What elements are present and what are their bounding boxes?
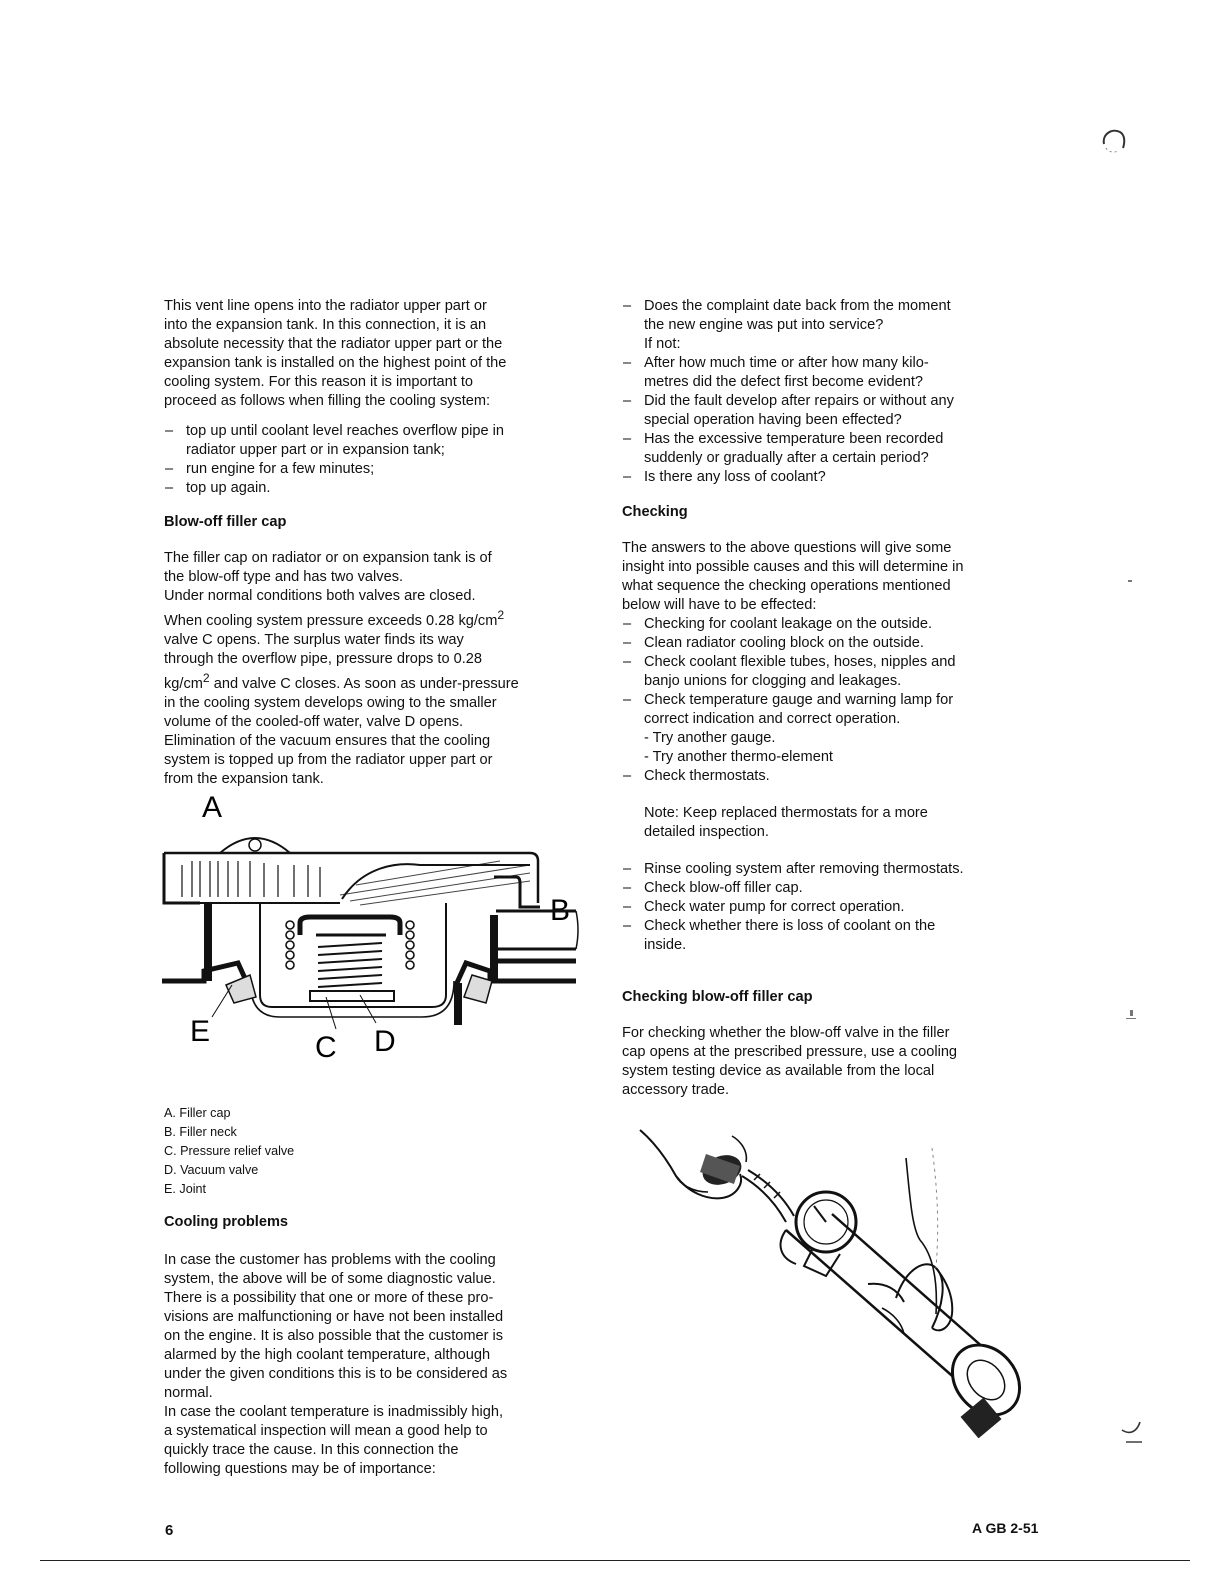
- scan-speck: [1130, 1010, 1133, 1016]
- checking-paragraph: The answers to the above questions will give some insight into possible causes and this will determine in what sequence the checking operations mentioned below will have to be effected:: [622, 540, 964, 613]
- section-heading-blowoff: Blow-off filler cap: [164, 514, 287, 530]
- list-item: – Does the complaint date back from the moment the new engine was put into service? If not:: [622, 297, 1032, 354]
- checking-cap-paragraph: For checking whether the blow-off valve in the filler cap opens at the prescribed pressure, use a cooling system testing device as available from the local accessory trade.: [622, 1025, 958, 1098]
- cooling-paragraph: In case the customer has problems with the cooling system, the above will be of some diagnostic value. There is a possibility that one or more of these pro- visions are malfunctioning or have not been installed on the engine. It is also possible that the customer is alarmed by the high coolant temperature, although under the given conditions this is to be considered as normal. In case the coolant temperature is inadmissibly high, a systematical inspection will mean a good help to quickly trace the cause. In this connection the following questions may be of importance:: [164, 1251, 508, 1477]
- diagram-label-e: E: [190, 1015, 211, 1048]
- caption-item: A. Filler cap: [164, 1105, 231, 1120]
- scan-speck: [1126, 1018, 1136, 1019]
- list-item: – Check whether there is loss of coolant on the inside.: [622, 917, 1032, 955]
- checks-list: [622, 615, 1032, 786]
- right-column: [622, 297, 1032, 1100]
- punch-hole-icon: [1098, 126, 1128, 156]
- list-item: – Has the excessive temperature been recorded suddenly or gradually after a certain period?: [622, 430, 1032, 468]
- bottom-rule: [40, 1560, 1190, 1561]
- intro-paragraph: This vent line opens into the radiator upper part or into the expansion tank. In this connection, it is an absolute necessity that the radiator upper part or the expansion tank is installed on the highest point of the cooling system. For this reason it is important to proceed as follows when filling the cooling system:: [164, 298, 507, 409]
- section-heading-checking-cap: Checking blow-off filler cap: [622, 989, 813, 1005]
- pressure-tester-illustration: [636, 1118, 1036, 1438]
- scan-speck: [1128, 580, 1132, 582]
- list-item: – Check thermostats.: [622, 767, 1032, 786]
- diagram-label-b: B: [550, 894, 571, 927]
- checks-list-continued: [622, 860, 1032, 955]
- diagram-label-c: C: [315, 1031, 337, 1064]
- caption-item: B. Filler neck: [164, 1124, 237, 1139]
- list-item: – Check temperature gauge and warning lamp for correct indication and correct operation. - Try another gauge. - Try another thermo-element: [622, 691, 1032, 767]
- list-item: – top up again.: [164, 479, 576, 498]
- list-item: – Is there any loss of coolant?: [622, 468, 1032, 487]
- filler-cap-diagram: [160, 785, 584, 1065]
- blowoff-paragraph: The filler cap on radiator or on expansion tank is of the blow-off type and has two valves. Under normal conditions both valves are closed. When cooling system pressure exceeds 0.28 $kg/cm^2$ valve C opens. The surplus water finds its way through the overflow pipe, pressure drops to 0.28 $kg/cm^2$ and valve C closes. As soon as under-pressure in the cooling system develops owing to the smaller volume of the cooled-off water, valve D opens. Elimination of the vacuum ensures that the cooling system is topped up from the radiator upper part or from the expansion tank.: [164, 550, 519, 787]
- list-item: – Did the fault develop after repairs or without any special operation having been effected?: [622, 392, 1032, 430]
- list-item: – Check water pump for correct operation.: [622, 898, 1032, 917]
- questions-list: [622, 297, 1032, 487]
- caption-item: D. Vacuum valve: [164, 1162, 259, 1177]
- caption-item: C. Pressure relief valve: [164, 1143, 295, 1158]
- list-item: – top up until coolant level reaches overflow pipe in radiator upper part or in expansion tank;: [164, 422, 576, 460]
- fill-steps-list: [164, 422, 576, 498]
- list-item: – Clean radiator cooling block on the outside.: [622, 634, 1032, 653]
- diagram-caption-list: [164, 1104, 576, 1199]
- list-item: – After how much time or after how many kilo- metres did the defect first become evident?: [622, 354, 1032, 392]
- list-item: – Checking for coolant leakage on the outside.: [622, 615, 1032, 634]
- caption-item: E. Joint: [164, 1181, 206, 1196]
- section-heading-checking: Checking: [622, 504, 688, 520]
- section-heading-cooling: Cooling problems: [164, 1213, 289, 1230]
- list-item: – Check coolant flexible tubes, hoses, nipples and banjo unions for clogging and leakages.: [622, 653, 1032, 691]
- scan-mark-icon: [1118, 1412, 1146, 1446]
- page-number: 6: [165, 1522, 174, 1539]
- list-item: – run engine for a few minutes;: [164, 460, 576, 479]
- diagram-label-d: D: [374, 1025, 396, 1058]
- diagram-label-a: A: [202, 791, 223, 824]
- document-code: A GB 2-51: [972, 1520, 1039, 1536]
- note-paragraph: Note: Keep replaced thermostats for a more detailed inspection.: [644, 805, 928, 840]
- list-item: – Check blow-off filler cap.: [622, 879, 1032, 898]
- list-item: – Rinse cooling system after removing thermostats.: [622, 860, 1032, 879]
